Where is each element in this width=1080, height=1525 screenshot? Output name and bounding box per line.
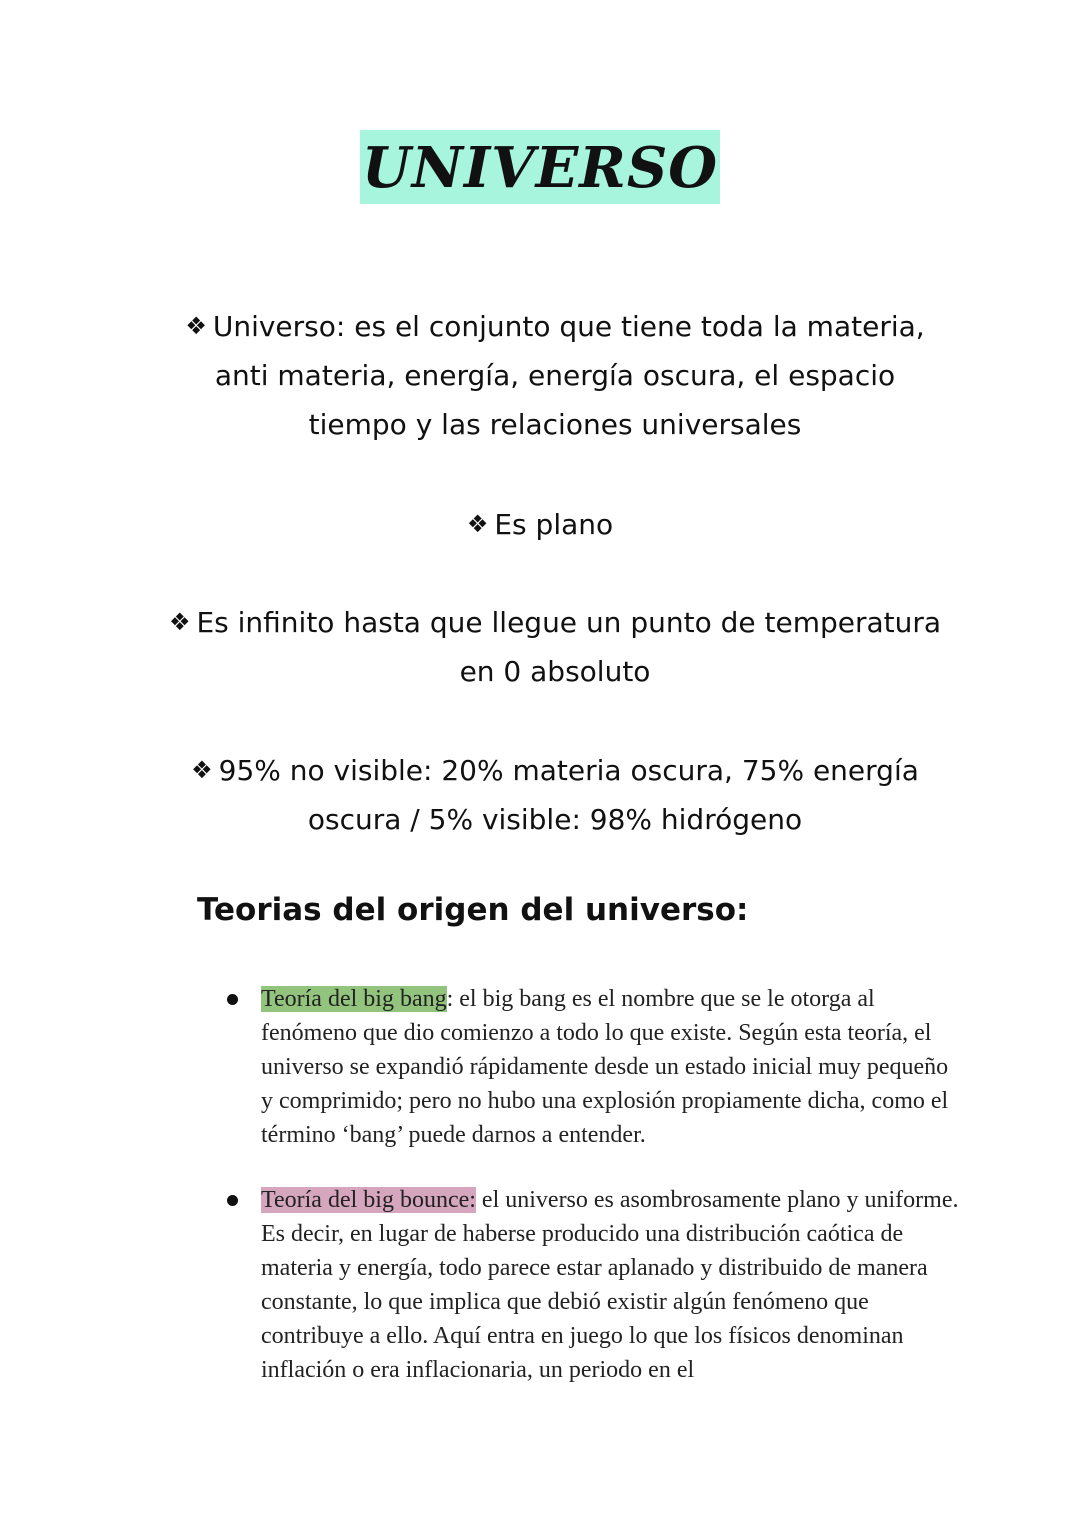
bullet-text: Es infinito hasta que llegue un punto de temperatura en 0 absoluto [196, 606, 942, 688]
bullet-text: Es plano [494, 508, 614, 541]
section-heading: Teorias del origen del universo: [197, 892, 749, 928]
theory-text: el big bang es el nombre que se le otorga al fenómeno que dio comienzo a todo lo que existe. Según esta teoría, el universo se expandió rápidamente desde un estado inicial muy pequeño y comprimido; pero no hubo una explosión propiamente dicha, como el término ‘bang’ puede darnos a entender. [261, 986, 949, 1148]
list-item [225, 982, 960, 1152]
diamond-bullet-icon: ❖ [466, 510, 489, 538]
bullet-dot-icon [227, 994, 238, 1005]
diamond-bullet-icon: ❖ [168, 608, 191, 636]
diamond-bullet-icon: ❖ [191, 756, 213, 784]
theory-list-item-big-bang [225, 982, 960, 1152]
bullet-universe-definition [170, 302, 940, 449]
theory-name-highlight: Teoría del big bounce: [261, 1187, 476, 1213]
theory-separator: : [446, 986, 454, 1012]
diamond-bullet-icon: ❖ [185, 312, 207, 340]
theory-text: el universo es asombrosamente plano y uniforme. Es decir, en lugar de haberse producido una distribución caótica de materia y energía, todo parece estar aplanado y distribuido de manera constante, lo que implica que debió existir algún fenómeno que contribuye a ello. Aquí entra en juego lo que los físicos denominan inflación o era inflacionaria, un periodo en el [261, 1187, 959, 1383]
list-item [225, 1183, 960, 1387]
bullet-infinite [160, 598, 950, 696]
theory-list-item-big-bounce [225, 1183, 960, 1387]
page-title: UNIVERSO [360, 130, 720, 204]
bullet-text: 95% no visible: 20% materia oscura, 75% energía oscura / 5% visible: 98% hidrógeno [218, 754, 919, 836]
bullet-text: Universo: es el conjunto que tiene toda la materia, anti materia, energía, energía oscura, el espacio tiempo y las relaciones universales [212, 310, 925, 441]
theory-name-highlight: Teoría del big bang [261, 986, 447, 1012]
bullet-dot-icon [227, 1195, 238, 1206]
bullet-composition [180, 746, 930, 844]
bullet-flat [0, 500, 1080, 549]
title-container [0, 130, 1080, 204]
